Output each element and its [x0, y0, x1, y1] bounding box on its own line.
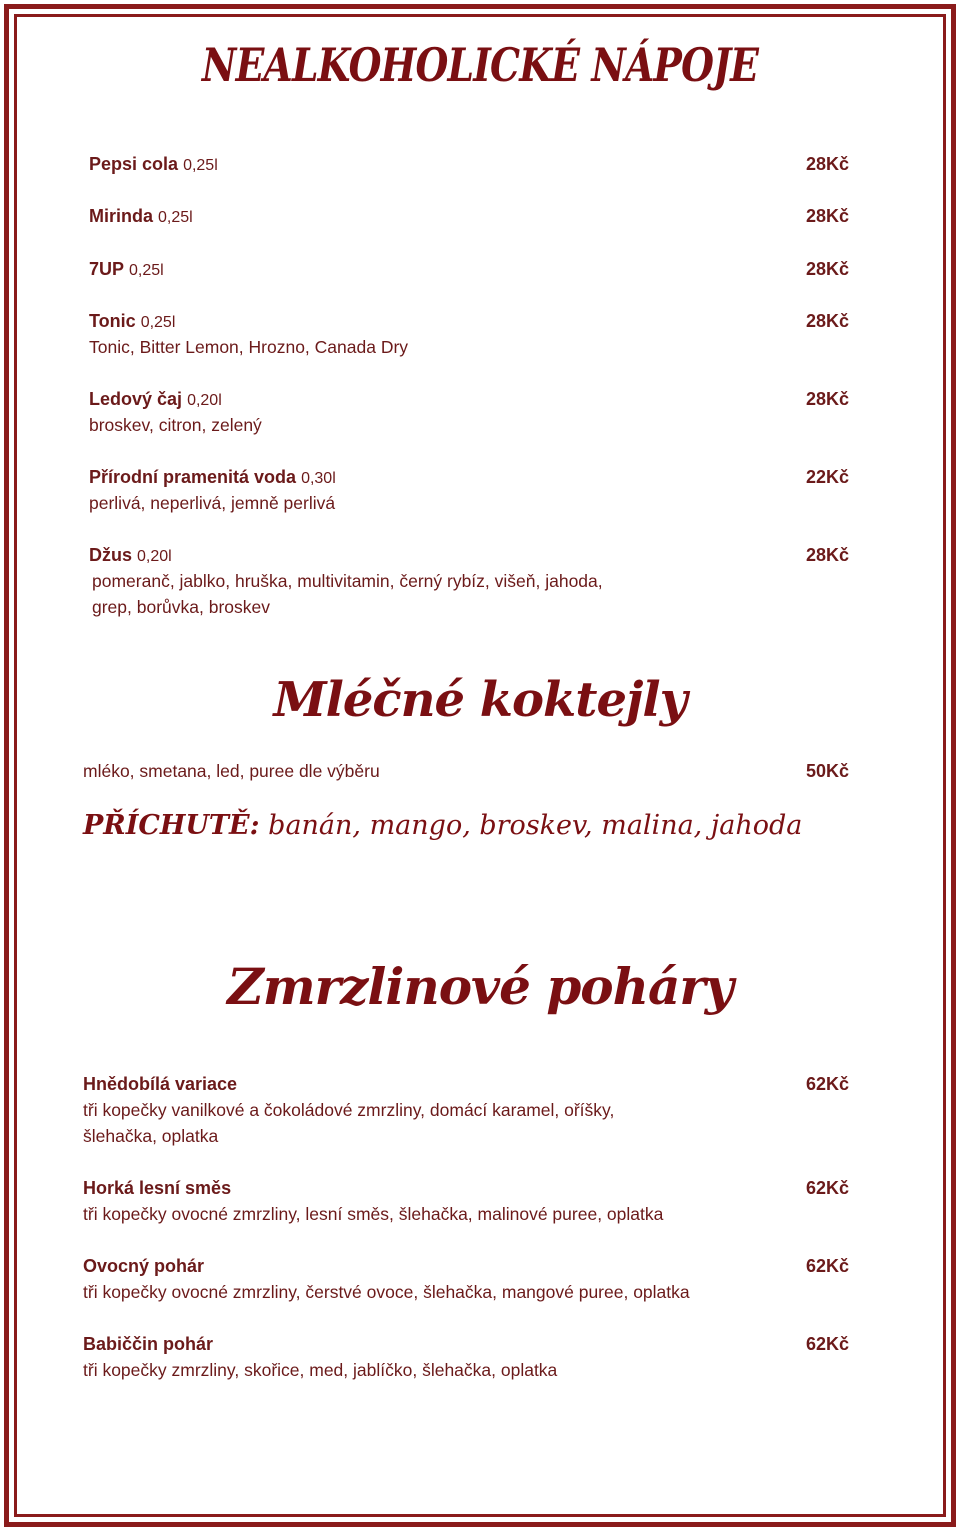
- menu-item-juice: [89, 542, 849, 620]
- item-price: 62Kč: [805, 1256, 849, 1276]
- flavors-label: PŘÍCHUTĚ:: [83, 810, 260, 841]
- item-description: Tonic, Bitter Lemon, Hrozno, Canada Dry: [89, 337, 409, 357]
- menu-item-pepsi: [89, 151, 849, 177]
- menu-item-tonic: [89, 308, 849, 360]
- item-volume: 0,25l: [158, 209, 193, 226]
- item-price: 22Kč: [805, 467, 849, 487]
- item-volume: 0,25l: [183, 157, 218, 174]
- item-price: 62Kč: [805, 1074, 849, 1094]
- item-price: 28Kč: [805, 259, 849, 279]
- item-description: perlivá, neperlivá, jemně perlivá: [89, 493, 336, 513]
- item-name: Tonic: [89, 311, 136, 331]
- item-volume: 0,20l: [137, 548, 172, 565]
- menu-title: NEALKOHOLICKÉ NÁPOJE: [201, 38, 759, 92]
- item-name: Babiččin pohár: [83, 1334, 214, 1354]
- item-volume: 0,25l: [140, 314, 176, 331]
- menu-item-spring-water: [89, 464, 849, 516]
- menu-item-milkshake: [83, 758, 849, 784]
- item-name: Mirinda: [89, 206, 154, 226]
- item-description-line2: grep, borůvka, broskev: [92, 597, 271, 617]
- item-description: tři kopečky vanilkové a čokoládové zmrzliny, domácí karamel, oříšky,: [83, 1100, 615, 1120]
- item-volume: 0,25l: [129, 262, 164, 279]
- item-price: 50Kč: [805, 761, 849, 781]
- item-description: tři kopečky zmrzliny, skořice, med, jablíčko, šlehačka, oplatka: [83, 1360, 558, 1380]
- menu-item-babiccin: [83, 1331, 849, 1383]
- item-name: Ovocný pohár: [83, 1256, 205, 1276]
- menu-item-mirinda: [89, 203, 849, 229]
- item-name: Horká lesní směs: [83, 1178, 232, 1198]
- menu-item-ovocny: [83, 1253, 849, 1305]
- item-price: 28Kč: [805, 206, 849, 226]
- item-price: 28Kč: [805, 154, 849, 174]
- menu-item-iced-tea: [89, 386, 849, 438]
- item-price: 28Kč: [805, 311, 849, 331]
- item-price: 62Kč: [805, 1334, 849, 1354]
- item-description: pomeranč, jablko, hruška, multivitamin, černý rybíz, višeň, jahoda,: [92, 571, 603, 591]
- item-name: Pepsi cola: [89, 154, 179, 174]
- item-price: 62Kč: [805, 1178, 849, 1198]
- menu-item-hnedobila: [83, 1071, 849, 1149]
- item-name: Ledový čaj: [89, 389, 183, 409]
- item-price: 28Kč: [805, 545, 849, 565]
- flavors-list: banán, mango, broskev, malina, jahoda: [268, 810, 803, 841]
- item-description: tři kopečky ovocné zmrzliny, čerstvé ovoce, šlehačka, mangové puree, oplatka: [83, 1282, 690, 1302]
- item-name: Džus: [89, 545, 133, 565]
- section-title-milkshakes: Mléčné koktejly: [273, 672, 687, 728]
- milkshake-flavors: [83, 810, 802, 841]
- menu-item-7up: [89, 256, 849, 282]
- section-title-ice-cream: Zmrzlinové poháry: [227, 957, 733, 1016]
- item-price: 28Kč: [805, 389, 849, 409]
- item-name: 7UP: [89, 259, 125, 279]
- item-description: broskev, citron, zelený: [89, 415, 262, 435]
- item-name: Přírodní pramenitá voda: [89, 467, 297, 487]
- item-name: Hnědobílá variace: [83, 1074, 238, 1094]
- item-volume: 0,30l: [301, 470, 336, 487]
- item-description: mléko, smetana, led, puree dle výběru: [83, 761, 380, 781]
- menu-item-horka-lesni: [83, 1175, 849, 1227]
- item-description-line2: šlehačka, oplatka: [83, 1126, 219, 1146]
- item-description: tři kopečky ovocné zmrzliny, lesní směs, šlehačka, malinové puree, oplatka: [83, 1204, 664, 1224]
- item-volume: 0,20l: [187, 392, 222, 409]
